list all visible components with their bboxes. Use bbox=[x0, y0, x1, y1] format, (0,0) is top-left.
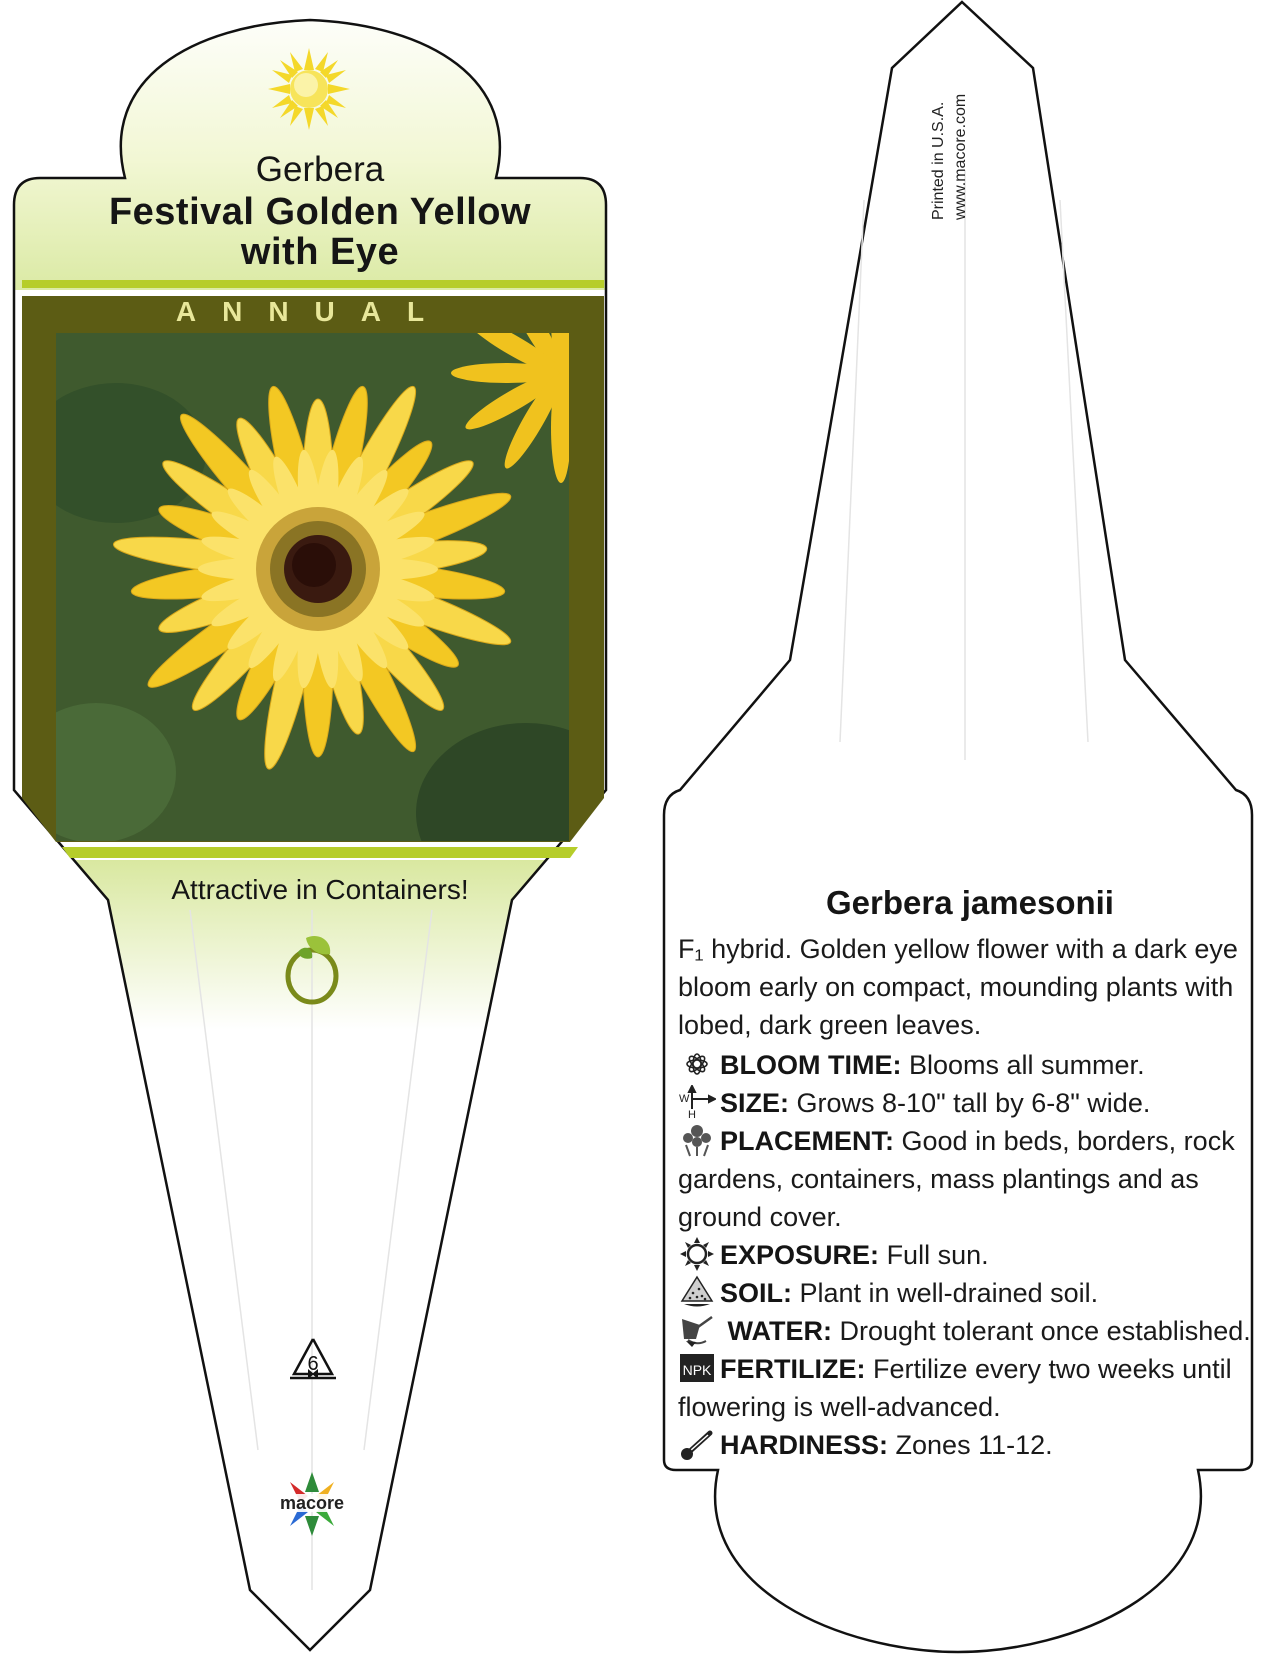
front-tagline: Attractive in Containers! bbox=[171, 874, 469, 905]
care-text: Full sun. bbox=[886, 1240, 989, 1270]
front-variety-title bbox=[22, 192, 618, 272]
care-hardiness bbox=[678, 1426, 1258, 1464]
flower-icon bbox=[678, 1047, 716, 1081]
care-list bbox=[678, 1046, 1258, 1464]
care-label: WATER: bbox=[727, 1316, 832, 1346]
care-label: EXPOSURE: bbox=[720, 1240, 880, 1270]
care-text: Fertilize every two weeks until flowering is well-advanced. bbox=[678, 1354, 1232, 1422]
watering-can-icon bbox=[678, 1313, 716, 1347]
recycle-number: 6 bbox=[307, 1353, 319, 1375]
npk-icon bbox=[678, 1351, 716, 1385]
front-genus-title: Gerbera bbox=[255, 150, 385, 189]
care-water bbox=[678, 1312, 1258, 1350]
species-name: Gerbera jamesonii bbox=[826, 884, 1114, 921]
care-label: FERTILIZE: bbox=[720, 1354, 866, 1384]
care-placement bbox=[678, 1122, 1258, 1236]
size-h-label: H bbox=[688, 1109, 696, 1119]
size-arrows-icon bbox=[678, 1085, 716, 1119]
sun-icon bbox=[678, 1237, 716, 1271]
care-exposure bbox=[678, 1236, 1258, 1274]
printed-info bbox=[928, 40, 988, 220]
category-label: ANNUAL bbox=[175, 296, 451, 327]
care-soil bbox=[678, 1274, 1258, 1312]
npk-label: NPK bbox=[682, 1362, 712, 1378]
variety-line-1: Festival Golden Yellow bbox=[108, 191, 532, 233]
care-label: PLACEMENT: bbox=[720, 1126, 894, 1156]
size-w-label: W bbox=[679, 1093, 690, 1105]
care-size bbox=[678, 1084, 1258, 1122]
thermometer-icon bbox=[678, 1427, 716, 1461]
plant-description: F₁ hybrid. Golden yellow flower with a dark eye bloom early on compact, mounding plants with lobed, dark green leaves. bbox=[678, 934, 1238, 1040]
care-text: Good in beds, borders, rock gardens, containers, mass plantings and as ground cover. bbox=[678, 1126, 1235, 1232]
care-bloom-time bbox=[678, 1046, 1258, 1084]
care-label: SIZE: bbox=[720, 1088, 790, 1118]
care-label: BLOOM TIME: bbox=[720, 1050, 902, 1080]
soil-icon bbox=[678, 1275, 716, 1309]
recycle-symbol-icon bbox=[286, 1336, 340, 1384]
care-label: HARDINESS: bbox=[720, 1430, 889, 1460]
care-label: SOIL: bbox=[720, 1278, 792, 1308]
sun-logo-icon bbox=[268, 48, 350, 130]
website: www.macore.com bbox=[952, 93, 969, 220]
placement-flowers-icon bbox=[678, 1123, 716, 1157]
brand-name: macore bbox=[279, 1493, 345, 1513]
flower-photo bbox=[56, 333, 569, 841]
printed-in-usa: Printed in U.S.A. bbox=[930, 101, 947, 220]
leaf-ring-icon bbox=[284, 930, 340, 1006]
macore-logo-icon bbox=[270, 1470, 354, 1540]
variety-line-2: with Eye bbox=[240, 231, 400, 273]
care-text: Plant in well-drained soil. bbox=[799, 1278, 1099, 1308]
care-text: Zones 11-12. bbox=[895, 1430, 1053, 1460]
care-text: Grows 8-10" tall by 6-8" wide. bbox=[796, 1088, 1151, 1118]
care-text: Blooms all summer. bbox=[909, 1050, 1145, 1080]
care-fertilize bbox=[678, 1350, 1258, 1426]
care-text: Drought tolerant once established. bbox=[839, 1316, 1251, 1346]
